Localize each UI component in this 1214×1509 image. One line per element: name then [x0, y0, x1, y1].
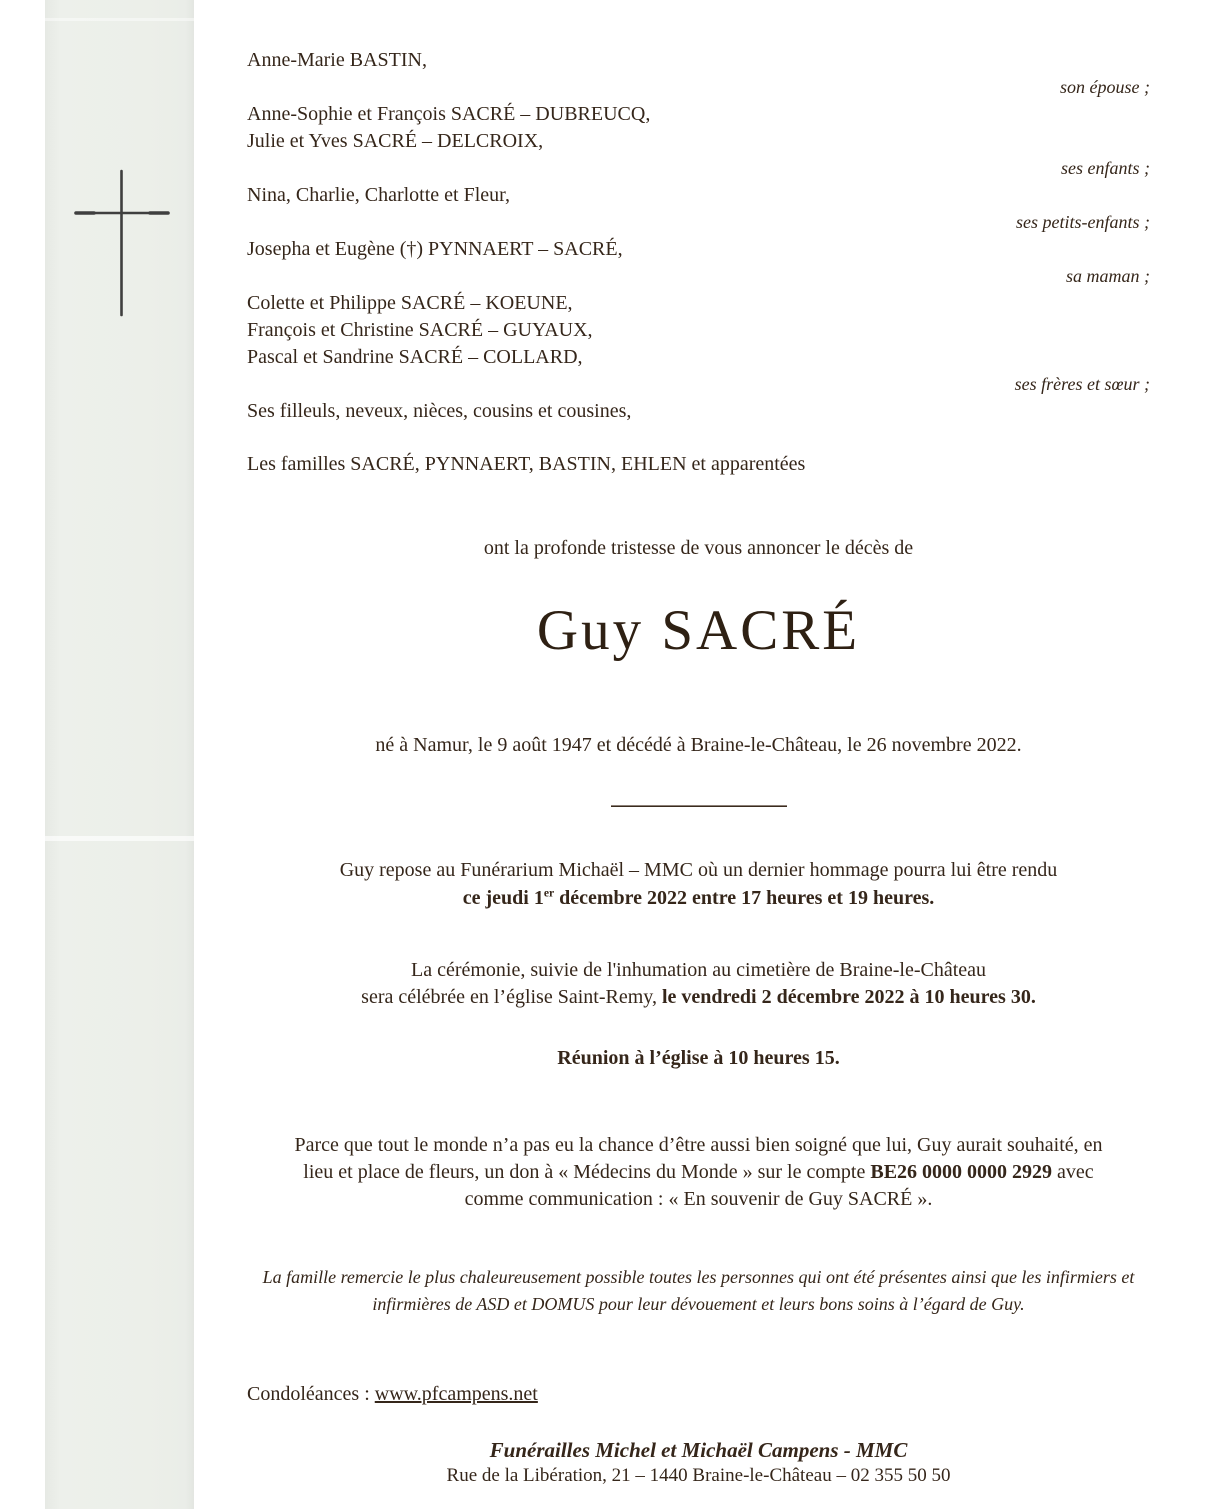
funeral-home-name: Funérailles Michel et Michaël Campens - MMC — [489, 1438, 908, 1462]
funeral-home-footer — [247, 1437, 1150, 1489]
announcement-body — [247, 0, 1150, 1489]
family-line: Colette et Philippe SACRÉ – KOEUNE, — [247, 292, 573, 314]
family-line: Josepha et Eugène (†) PYNNAERT – SACRÉ, — [247, 238, 623, 260]
latin-cross-icon — [72, 163, 172, 323]
family-line: François et Christine SACRÉ – GUYAUX, — [247, 319, 593, 341]
donation-request: Parce que tout le monde n’a pas eu la chance d’être aussi bien soigné que lui, Guy aurait souhaité, en lieu et place de fleurs, un don à « Médecins du Monde » sur le compte BE26 0000 0000 2929 avec comme communication : « En souvenir de Guy SACRÉ ». — [294, 1134, 1103, 1210]
relation-label: ses frères et sœur ; — [1014, 374, 1150, 394]
family-line: Nina, Charlie, Charlotte et Fleur, — [247, 184, 511, 206]
intro-line: ont la profonde tristesse de vous annoncer le décès de — [483, 537, 914, 559]
bank-account-number: BE26 0000 0000 2929 — [870, 1161, 1053, 1183]
family-line: Pascal et Sandrine SACRÉ – COLLARD, — [247, 346, 583, 368]
ceremony-datetime: le vendredi 2 décembre 2022 à 10 heures 30. — [661, 986, 1036, 1008]
fold-line — [45, 836, 194, 841]
family-line: Anne-Sophie et François SACRÉ – DUBREUCQ, — [247, 103, 651, 125]
life-dates: né à Namur, le 9 août 1947 et décédé à Braine-le-Château, le 26 novembre 2022. — [375, 734, 1022, 756]
relation-label: sa maman ; — [1066, 266, 1150, 286]
ceremony-info: La cérémonie, suivie de l'inhumation au cimetière de Braine-le-Château sera célébrée en l’église Saint-Remy, le vendredi 2 décembre 2022 à 10 heures 30. — [361, 959, 1036, 1008]
relation-label: ses petits-enfants ; — [1016, 212, 1150, 232]
ordinal-superscript: er — [543, 886, 555, 900]
family-line: Les familles SACRÉ, PYNNAERT, BASTIN, EHLEN et apparentées — [247, 453, 806, 475]
meeting-info: Réunion à l’église à 10 heures 15. — [557, 1047, 840, 1069]
family-line: Anne-Marie BASTIN, — [247, 49, 427, 71]
family-line: Ses filleuls, neveux, nièces, cousins et cousines, — [247, 400, 632, 422]
condolences-line — [247, 1381, 1150, 1408]
family-thanks: La famille remercie le plus chaleureusement possible toutes les personnes qui ont été présentes ainsi que les infirmiers et infirmières de ASD et DOMUS pour leur dévouement et leurs bons soins à l’égard de Guy. — [262, 1267, 1135, 1314]
separator-line — [611, 805, 787, 807]
funeral-home-address: Rue de la Libération, 21 – 1440 Braine-le-Château – 02 355 50 50 — [446, 1465, 951, 1486]
relation-label: ses enfants ; — [1061, 158, 1150, 178]
relation-label: son épouse ; — [1060, 77, 1150, 97]
family-line: Julie et Yves SACRÉ – DELCROIX, — [247, 130, 544, 152]
fold-line — [45, 18, 194, 21]
condolences-label: Condoléances : — [247, 1383, 375, 1405]
deceased-name: Guy SACRÉ — [536, 599, 861, 662]
repose-info: Guy repose au Funérarium Michaël – MMC où un dernier hommage pourra lui être rendu ce jeudi 1er décembre 2022 entre 17 heures et 19 heures. — [339, 859, 1058, 909]
family-list — [247, 0, 1150, 478]
repose-datetime: ce jeudi 1er décembre 2022 entre 17 heures et 19 heures. — [462, 886, 935, 909]
condolences-link[interactable]: www.pfcampens.net — [374, 1383, 538, 1405]
